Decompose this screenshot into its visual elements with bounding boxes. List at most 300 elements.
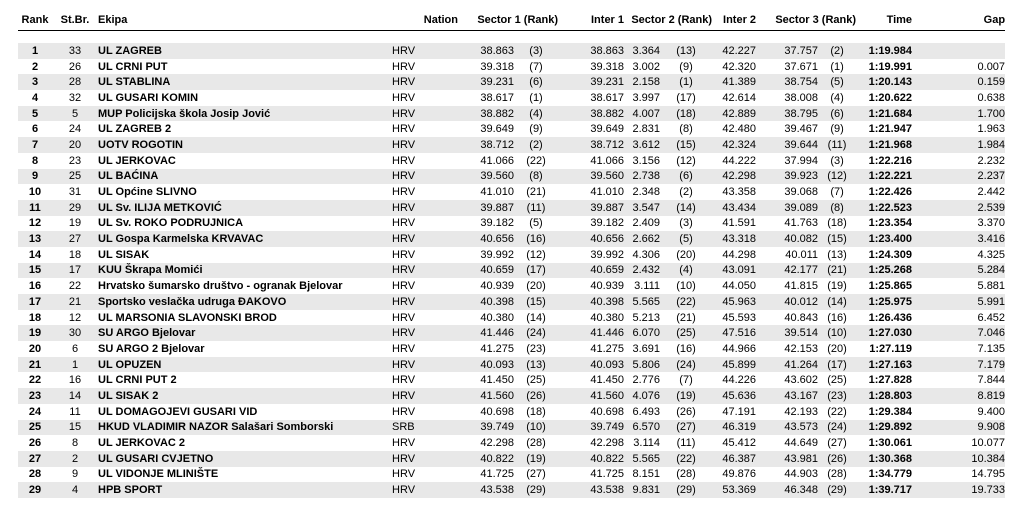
rank-cell: 1: [18, 43, 52, 59]
start-no-cell: 32: [68, 91, 82, 104]
inter2-cell: 42.227: [712, 43, 756, 59]
nation-cell: HRV: [362, 43, 458, 59]
inter2-cell: 43.358: [722, 186, 757, 199]
table-row: [18, 106, 1005, 122]
inter1-cell: 38.863: [558, 43, 624, 59]
start-no-cell: 18: [68, 248, 82, 261]
time-cell: 1:27.030: [856, 325, 912, 341]
header-rank: Rank: [18, 10, 52, 31]
sector2-rank-cell: (16): [676, 342, 696, 355]
sector3-rank-cell: (11): [818, 137, 856, 153]
sector1-rank-cell: (2): [514, 137, 558, 153]
sector3-cell: 40.012: [756, 294, 818, 310]
sector1-cell: 39.182: [480, 217, 514, 230]
inter1-cell: 39.231: [558, 74, 624, 90]
nation-cell: HRV: [362, 74, 458, 90]
header-start-no: St.Br.: [52, 10, 98, 31]
header-sector2: Sector 2 (Rank): [624, 10, 712, 31]
team-cell: UL ZAGREB: [98, 43, 362, 59]
sector1-cell: 41.725: [480, 468, 514, 481]
rank-cell: 7: [18, 137, 52, 153]
sector1-rank-cell: (1): [529, 91, 543, 104]
inter2-cell: 42.298: [712, 169, 756, 185]
team-cell: UL SISAK: [98, 248, 150, 261]
gap-cell: 7.844: [977, 374, 1006, 387]
start-no-cell: 4: [52, 482, 98, 498]
time-cell: 1:29.892: [856, 420, 912, 436]
table-row: [18, 435, 1005, 451]
gap-cell: 3.416: [912, 231, 1005, 247]
inter2-cell: 42.324: [712, 137, 756, 153]
time-cell: 1:20.143: [856, 74, 912, 90]
sector2-cell: 3.111: [634, 280, 661, 293]
inter1-cell: 41.450: [590, 374, 625, 387]
sector1-cell: 41.450: [480, 374, 514, 387]
time-cell: 1:21.684: [856, 106, 912, 122]
start-no-cell: 33: [52, 43, 98, 59]
sector3-cell: 44.649: [784, 437, 819, 450]
sector2-cell: 2.158: [624, 74, 660, 90]
team-cell: Hrvatsko šumarsko društvo - ogranak Bjelovar: [98, 280, 343, 293]
rank-cell: 26: [28, 437, 42, 450]
rank-cell: 5: [18, 106, 52, 122]
inter1-cell: 43.538: [558, 482, 624, 498]
sector1-rank-cell: (25): [526, 374, 546, 387]
inter2-cell: 41.591: [722, 217, 757, 230]
sector3-cell: 42.177: [756, 263, 818, 279]
sector2-cell: 6.070: [624, 325, 660, 341]
sector2-cell: 3.547: [624, 200, 660, 216]
gap-cell: 2.237: [912, 169, 1005, 185]
team-cell: UL Sv. ROKO PODRUJNICA: [98, 217, 244, 230]
sector3-rank-cell: (27): [827, 437, 847, 450]
sector1-cell: 38.617: [480, 91, 514, 104]
nation-cell: HRV: [392, 248, 416, 261]
inter1-cell: 38.882: [558, 106, 624, 122]
sector3-rank-cell: (2): [818, 43, 856, 59]
start-no-cell: 20: [52, 137, 98, 153]
sector3-rank-cell: (25): [827, 374, 847, 387]
header-team: Ekipa: [98, 10, 362, 31]
nation-cell: HRV: [392, 311, 416, 324]
sector1-rank-cell: (18): [526, 405, 546, 418]
inter2-cell: 43.434: [712, 200, 756, 216]
header-row: [18, 10, 1005, 31]
inter1-cell: 39.182: [590, 217, 625, 230]
table-row: [18, 231, 1005, 247]
sector1-rank-cell: (3): [514, 43, 558, 59]
sector2-rank-cell: (26): [676, 405, 696, 418]
table-row: [18, 482, 1005, 498]
inter1-cell: 41.275: [590, 342, 625, 355]
sector2-rank-cell: (15): [660, 137, 712, 153]
inter1-cell: 39.318: [590, 60, 625, 73]
sector1-cell: 40.698: [480, 405, 514, 418]
team-cell: UL STABLINA: [98, 74, 362, 90]
time-cell: 1:25.865: [868, 280, 913, 293]
inter1-cell: 39.560: [558, 169, 624, 185]
sector1-rank-cell: (27): [526, 468, 546, 481]
gap-cell: 3.370: [977, 217, 1006, 230]
header-inter2: Inter 2: [712, 10, 756, 31]
start-no-cell: 15: [52, 420, 98, 436]
sector3-cell: 39.068: [784, 186, 819, 199]
inter1-cell: 41.560: [558, 388, 624, 404]
sector3-cell: 39.467: [784, 123, 819, 136]
sector3-cell: 43.167: [756, 388, 818, 404]
table-row: [18, 169, 1005, 185]
sector3-rank-cell: (3): [830, 154, 844, 167]
sector1-rank-cell: (17): [514, 263, 558, 279]
team-cell: UL JERKOVAC 2: [98, 437, 186, 450]
rank-cell: 16: [28, 280, 42, 293]
inter2-cell: 42.614: [722, 91, 757, 104]
sector1-rank-cell: (29): [514, 482, 558, 498]
time-cell: 1:22.523: [856, 200, 912, 216]
inter2-cell: 46.319: [712, 420, 756, 436]
inter1-cell: 39.749: [558, 420, 624, 436]
sector3-rank-cell: (10): [818, 325, 856, 341]
nation-cell: HRV: [362, 357, 458, 373]
rank-cell: 6: [31, 123, 39, 136]
rank-cell: 4: [31, 91, 39, 104]
sector1-rank-cell: (20): [526, 280, 546, 293]
rank-cell: 25: [18, 420, 52, 436]
time-cell: 1:20.622: [868, 91, 913, 104]
sector3-rank-cell: (24): [818, 420, 856, 436]
sector3-cell: 38.008: [784, 91, 819, 104]
sector3-rank-cell: (7): [830, 186, 844, 199]
table-row: [18, 420, 1005, 436]
sector2-cell: 3.364: [624, 43, 660, 59]
sector3-cell: 44.903: [784, 468, 819, 481]
time-cell: 1:21.947: [868, 123, 913, 136]
nation-cell: SRB: [362, 420, 458, 436]
sector2-rank-cell: (21): [676, 311, 696, 324]
nation-cell: HRV: [362, 294, 458, 310]
inter2-cell: 45.636: [712, 388, 756, 404]
sector3-rank-cell: (15): [818, 231, 856, 247]
sector1-cell: 41.446: [458, 325, 514, 341]
inter1-cell: 39.992: [590, 248, 625, 261]
sector3-cell: 42.153: [784, 342, 819, 355]
sector1-cell: 39.318: [480, 60, 514, 73]
team-cell: HKUD VLADIMIR NAZOR Salašari Somborski: [98, 420, 362, 436]
inter1-cell: 40.380: [590, 311, 625, 324]
table-row: [18, 59, 1005, 75]
table-row: [18, 153, 1005, 169]
sector2-rank-cell: (22): [660, 451, 712, 467]
start-no-cell: 23: [68, 154, 82, 167]
sector2-rank-cell: (2): [679, 186, 693, 199]
sector2-rank-cell: (12): [676, 154, 696, 167]
sector2-cell: 4.007: [624, 106, 660, 122]
sector1-rank-cell: (11): [514, 200, 558, 216]
time-cell: 1:27.828: [868, 374, 913, 387]
sector1-cell: 38.882: [458, 106, 514, 122]
inter2-cell: 44.298: [722, 248, 757, 261]
inter2-cell: 42.480: [722, 123, 757, 136]
sector1-cell: 41.275: [480, 342, 514, 355]
nation-cell: HRV: [362, 106, 458, 122]
inter1-cell: 42.298: [590, 437, 625, 450]
inter2-cell: 53.369: [712, 482, 756, 498]
sector2-rank-cell: (20): [676, 248, 696, 261]
table-row: [18, 278, 1005, 294]
gap-cell: 2.442: [977, 186, 1006, 199]
nation-cell: HRV: [362, 137, 458, 153]
sector2-cell: 2.831: [632, 123, 661, 136]
sector2-rank-cell: (14): [660, 200, 712, 216]
nation-cell: HRV: [392, 186, 416, 199]
team-cell: UL Sv. ILIJA METKOVIĆ: [98, 200, 362, 216]
sector2-rank-cell: (29): [660, 482, 712, 498]
sector2-cell: 3.997: [632, 91, 661, 104]
sector3-cell: 43.573: [756, 420, 818, 436]
gap-cell: 10.384: [912, 451, 1005, 467]
rank-cell: 28: [28, 468, 42, 481]
sector2-cell: 3.002: [632, 60, 661, 73]
sector2-rank-cell: (8): [679, 123, 693, 136]
time-cell: 1:29.384: [868, 405, 913, 418]
nation-cell: HRV: [362, 169, 458, 185]
sector1-cell: 40.380: [480, 311, 514, 324]
gap-cell: [912, 43, 1005, 59]
start-no-cell: 16: [68, 374, 82, 387]
team-cell: UL JERKOVAC: [98, 154, 176, 167]
gap-cell: 5.991: [912, 294, 1005, 310]
start-no-cell: 30: [52, 325, 98, 341]
sector2-rank-cell: (9): [679, 60, 693, 73]
sector2-cell: 6.570: [624, 420, 660, 436]
sector2-cell: 2.738: [624, 169, 660, 185]
sector1-rank-cell: (8): [514, 169, 558, 185]
sector2-cell: 3.156: [632, 154, 661, 167]
sector3-cell: 39.923: [756, 169, 818, 185]
table-row: [18, 200, 1005, 216]
sector3-rank-cell: (16): [827, 311, 847, 324]
start-no-cell: 24: [68, 123, 82, 136]
time-cell: 1:23.354: [868, 217, 913, 230]
sector2-rank-cell: (18): [660, 106, 712, 122]
sector1-cell: 39.649: [480, 123, 514, 136]
sector3-cell: 41.264: [756, 357, 818, 373]
nation-cell: HRV: [392, 468, 416, 481]
nation-cell: HRV: [392, 342, 416, 355]
inter1-cell: 39.649: [590, 123, 625, 136]
gap-cell: 10.077: [971, 437, 1006, 450]
sector2-rank-cell: (5): [660, 231, 712, 247]
table-row: [18, 121, 1005, 137]
rank-cell: 3: [18, 74, 52, 90]
sector3-cell: 41.815: [784, 280, 819, 293]
time-cell: 1:21.968: [856, 137, 912, 153]
gap-cell: 7.135: [977, 342, 1006, 355]
table-row: [18, 310, 1005, 326]
sector2-rank-cell: (17): [676, 91, 696, 104]
nation-cell: HRV: [362, 451, 458, 467]
start-no-cell: 11: [69, 405, 81, 418]
start-no-cell: 28: [52, 74, 98, 90]
gap-cell: 0.638: [977, 91, 1006, 104]
start-no-cell: 17: [52, 263, 98, 279]
start-no-cell: 8: [71, 437, 79, 450]
gap-cell: 5.284: [912, 263, 1005, 279]
inter2-cell: 42.889: [712, 106, 756, 122]
sector3-cell: 40.843: [784, 311, 819, 324]
sector1-rank-cell: (23): [526, 342, 546, 355]
gap-cell: 2.232: [977, 154, 1006, 167]
nation-cell: HRV: [392, 280, 416, 293]
sector2-cell: 2.662: [624, 231, 660, 247]
team-cell: UL GUSARI KOMIN: [98, 91, 199, 104]
sector3-cell: 39.644: [756, 137, 818, 153]
nation-cell: HRV: [392, 374, 416, 387]
sector3-rank-cell: (18): [827, 217, 847, 230]
rank-cell: 20: [28, 342, 42, 355]
nation-cell: HRV: [392, 217, 416, 230]
team-cell: Sportsko veslačka udruga ĐAKOVO: [98, 294, 362, 310]
sector1-cell: 38.712: [458, 137, 514, 153]
results-body: [18, 31, 1005, 498]
sector2-cell: 2.409: [632, 217, 661, 230]
inter1-cell: 40.656: [558, 231, 624, 247]
sector1-cell: 39.992: [480, 248, 514, 261]
inter2-cell: 46.387: [712, 451, 756, 467]
sector3-cell: 38.795: [756, 106, 818, 122]
gap-cell: 9.400: [977, 405, 1006, 418]
sector1-rank-cell: (16): [514, 231, 558, 247]
inter1-cell: 40.093: [558, 357, 624, 373]
sector3-rank-cell: (20): [827, 342, 847, 355]
rank-cell: 10: [28, 186, 42, 199]
sector1-rank-cell: (21): [526, 186, 546, 199]
rank-cell: 14: [28, 248, 42, 261]
time-cell: 1:28.803: [856, 388, 912, 404]
team-cell: UL CRNI PUT: [98, 60, 168, 73]
header-sector1: Sector 1 (Rank): [458, 10, 558, 31]
sector3-rank-cell: (14): [818, 294, 856, 310]
start-no-cell: 22: [68, 280, 82, 293]
header-inter1: Inter 1: [558, 10, 624, 31]
table-row: [18, 404, 1005, 420]
sector1-cell: 40.822: [458, 451, 514, 467]
header-time: Time: [856, 10, 912, 31]
sector3-cell: 42.193: [784, 405, 819, 418]
sector1-cell: 41.560: [458, 388, 514, 404]
sector3-cell: 37.757: [756, 43, 818, 59]
sector3-rank-cell: (19): [827, 280, 847, 293]
sector3-cell: 38.754: [756, 74, 818, 90]
time-cell: 1:19.991: [868, 60, 913, 73]
team-cell: UL Gospa Karmelska KRVAVAC: [98, 231, 362, 247]
time-cell: 1:26.436: [868, 311, 913, 324]
sector2-cell: 2.432: [624, 263, 660, 279]
sector3-rank-cell: (9): [830, 123, 844, 136]
inter1-cell: 38.617: [590, 91, 625, 104]
sector2-cell: 5.565: [624, 294, 660, 310]
sector2-cell: 3.612: [624, 137, 660, 153]
time-cell: 1:30.061: [868, 437, 913, 450]
gap-cell: 0.007: [977, 60, 1006, 73]
rank-cell: 23: [18, 388, 52, 404]
team-cell: KUU Škrapa Momići: [98, 263, 362, 279]
sector1-rank-cell: (12): [526, 248, 546, 261]
time-cell: 1:25.268: [856, 263, 912, 279]
sector2-rank-cell: (6): [660, 169, 712, 185]
gap-cell: 5.881: [977, 280, 1006, 293]
inter2-cell: 47.516: [712, 325, 756, 341]
table-row: [18, 263, 1005, 279]
inter1-cell: 38.712: [558, 137, 624, 153]
nation-cell: HRV: [392, 91, 416, 104]
start-no-cell: 26: [68, 60, 82, 73]
time-cell: 1:24.309: [868, 248, 913, 261]
sector3-rank-cell: (22): [827, 405, 847, 418]
rank-cell: 19: [18, 325, 52, 341]
inter2-cell: 45.412: [722, 437, 757, 450]
inter1-cell: 40.398: [558, 294, 624, 310]
table-row: [18, 294, 1005, 310]
sector1-rank-cell: (10): [514, 420, 558, 436]
team-cell: UL Općine SLIVNO: [98, 186, 197, 199]
sector1-cell: 39.749: [458, 420, 514, 436]
time-cell: 1:25.975: [856, 294, 912, 310]
time-cell: 1:22.221: [856, 169, 912, 185]
inter2-cell: 47.191: [722, 405, 757, 418]
inter1-cell: 41.010: [590, 186, 625, 199]
nation-cell: HRV: [392, 405, 416, 418]
sector3-cell: 39.089: [756, 200, 818, 216]
team-cell: UL SISAK 2: [98, 388, 362, 404]
table-row: [18, 247, 1005, 263]
header-sector3: Sector 3 (Rank): [756, 10, 856, 31]
gap-cell: 1.984: [912, 137, 1005, 153]
time-cell: 1:39.717: [856, 482, 912, 498]
rank-cell: 8: [31, 154, 39, 167]
inter2-cell: 49.876: [722, 468, 757, 481]
nation-cell: HRV: [362, 482, 458, 498]
rank-cell: 24: [28, 405, 42, 418]
sector2-cell: 4.306: [632, 248, 661, 261]
inter1-cell: 41.725: [590, 468, 625, 481]
team-cell: UL DOMAGOJEVI GUSARI VID: [98, 405, 258, 418]
sector1-rank-cell: (9): [529, 123, 543, 136]
sector3-rank-cell: (26): [818, 451, 856, 467]
header-nation: Nation: [362, 10, 458, 31]
sector2-rank-cell: (4): [660, 263, 712, 279]
inter2-cell: 44.050: [722, 280, 757, 293]
team-cell: UL VIDONJE MLINIŠTE: [98, 468, 219, 481]
sector1-rank-cell: (24): [514, 325, 558, 341]
nation-cell: HRV: [362, 263, 458, 279]
sector3-rank-cell: (12): [818, 169, 856, 185]
rank-cell: 18: [28, 311, 42, 324]
nation-cell: HRV: [392, 123, 416, 136]
sector1-cell: 40.656: [458, 231, 514, 247]
time-cell: 1:34.779: [868, 468, 913, 481]
sector1-rank-cell: (13): [514, 357, 558, 373]
sector1-cell: 38.863: [458, 43, 514, 59]
sector2-cell: 2.348: [632, 186, 661, 199]
gap-cell: 7.179: [912, 357, 1005, 373]
start-no-cell: 25: [52, 169, 98, 185]
time-cell: 1:22.426: [868, 186, 913, 199]
sector3-cell: 37.994: [784, 154, 819, 167]
start-no-cell: 5: [52, 106, 98, 122]
start-no-cell: 9: [71, 468, 79, 481]
sector2-rank-cell: (10): [676, 280, 696, 293]
